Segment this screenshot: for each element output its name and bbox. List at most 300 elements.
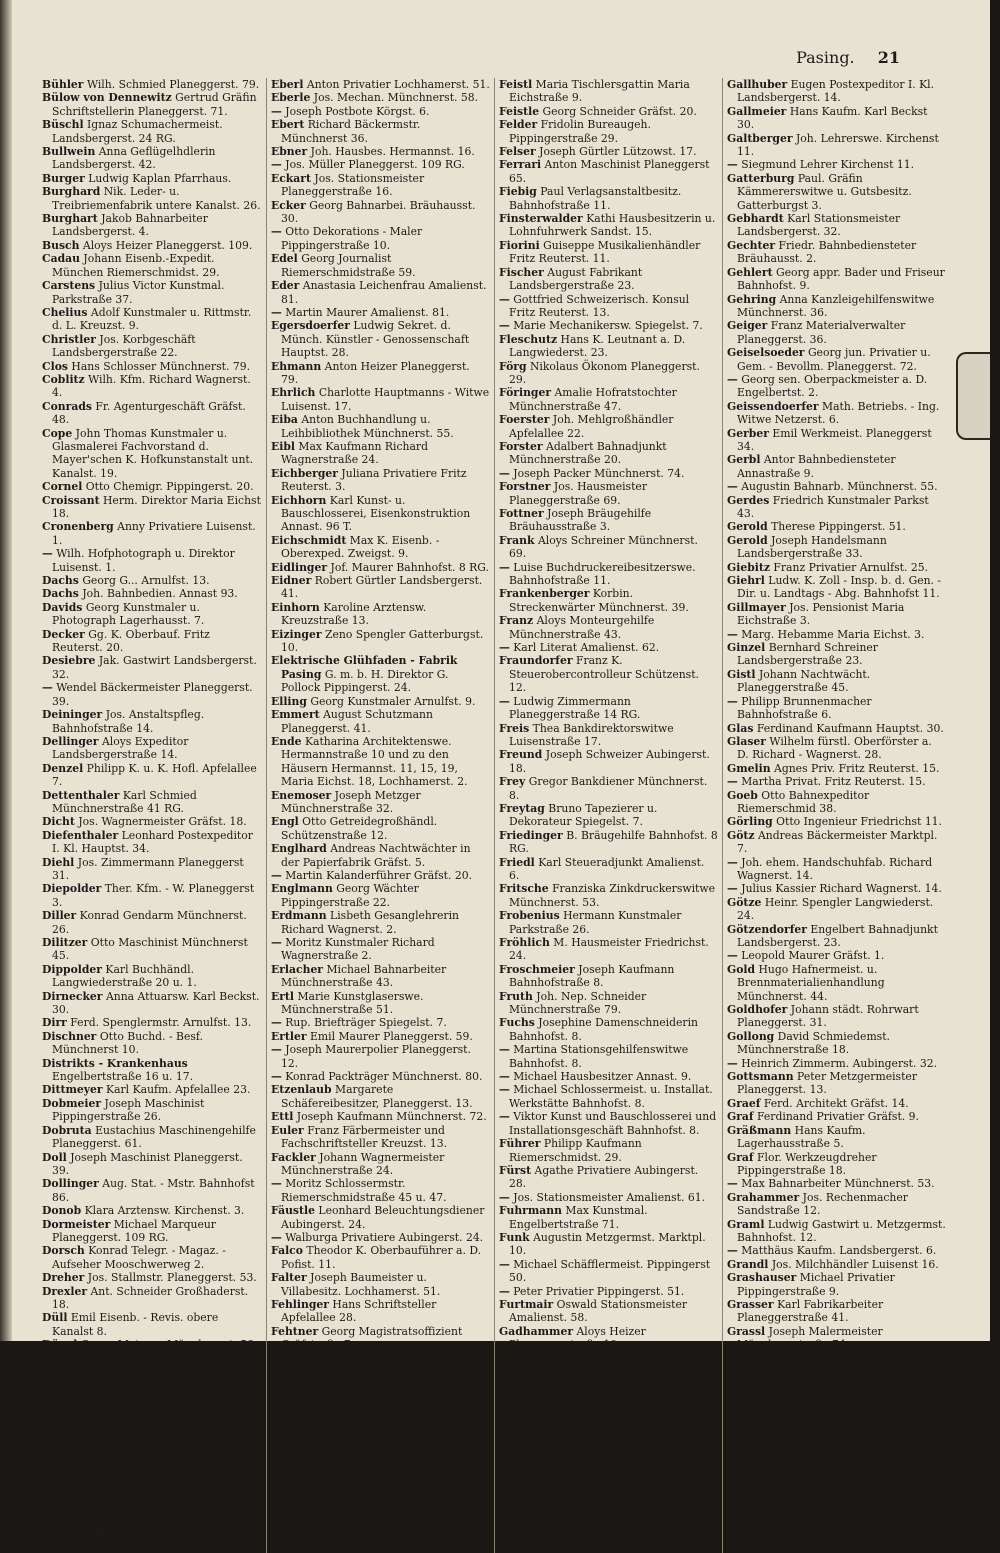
directory-entry	[727, 829, 946, 856]
entry-details: Hans Kaufm. Lagerhausstraße 5.	[737, 1123, 866, 1151]
entry-details: Georg Magistratsoffizient Gräfstraße 7.	[281, 1324, 463, 1352]
entry-details: Aloys Heizer Planeggerstraße 10.	[509, 1324, 646, 1352]
directory-entry	[499, 802, 718, 829]
directory-entry	[42, 762, 262, 789]
entry-details: Anna Kanzleigehilfenswitwe Münchnerst. 36.	[737, 292, 935, 319]
directory-entry	[42, 574, 262, 587]
entry-details: Robert Gürtler Landsbergerst. 41.	[281, 574, 483, 601]
entry-details: Georg Kunstmaler u. Photograph Lagerhausst. 7.	[52, 600, 205, 628]
entry-name: Gerdes	[727, 493, 770, 507]
entry-name: Dirnecker	[42, 989, 103, 1003]
entry-name: Ettl	[271, 1110, 294, 1124]
entry-name: —	[42, 681, 53, 695]
directory-entry	[499, 1043, 718, 1070]
entry-details: Aloys Schreiner Münchnerst. 69.	[509, 533, 698, 561]
entry-details: Michael Marqueur Planeggerst. 109 RG.	[52, 1217, 216, 1244]
directory-columns	[38, 78, 950, 1553]
entry-details: Georg Metzger Münchnerst. 58.	[80, 1338, 258, 1352]
entry-name: Grashauser	[727, 1271, 797, 1285]
entry-details: Bernhard Schreiner Landsbergerstraße 23.	[737, 641, 878, 668]
entry-name: —	[499, 560, 510, 574]
directory-entry	[42, 1016, 262, 1029]
entry-name: Frankenberger	[499, 587, 590, 601]
entry-name: Frank	[499, 533, 535, 547]
entry-name: Ertl	[271, 989, 295, 1003]
entry-details: Herm. Direktor Maria Eichst 18.	[52, 493, 261, 520]
entry-name: Falco	[271, 1244, 303, 1258]
directory-entry	[727, 628, 946, 641]
entry-name: Ende	[271, 734, 302, 748]
entry-name: Eder	[271, 279, 300, 293]
entry-details: Anton Buchhandlung u. Leihbibliothek Münchnerst. 55.	[281, 413, 454, 440]
entry-details: Franz Privatier Arnulfst. 25.	[773, 560, 928, 574]
entry-details: Jos. Müller Planeggerst. 109 RG.	[285, 158, 465, 172]
entry-details: Richard Bäckermstr. Münchnerst 36.	[281, 118, 421, 145]
entry-name: Dicht	[42, 815, 75, 829]
entry-details: Peter Metzgermeister Planeggerst. 13.	[737, 1070, 917, 1097]
directory-entry	[42, 829, 262, 856]
directory-entry	[271, 990, 490, 1017]
entry-name: Eberhartinger	[42, 1525, 128, 1539]
directory-entry	[499, 748, 718, 775]
entry-name: Gräßmann	[727, 1123, 792, 1137]
entry-details: Guiseppe Musikalienhändler Fritz Reuterst. 11.	[509, 238, 701, 266]
directory-entry	[271, 1110, 490, 1123]
entry-details: Fr. Agenturgeschäft Gräfst. 48.	[52, 399, 246, 427]
directory-entry	[271, 199, 490, 226]
directory-entry	[271, 1124, 490, 1151]
entry-name: Frobenius	[499, 909, 560, 923]
directory-entry	[727, 534, 946, 561]
entry-details: Karoline Arztensw. Kreuzstraße 13.	[281, 600, 427, 628]
entry-name: Dobmeier	[42, 1096, 102, 1110]
entry-details: Ferd. Spenglermstr. Arnulfst. 13.	[70, 1016, 252, 1030]
directory-entry	[42, 427, 262, 481]
entry-name: Chelius	[42, 305, 88, 319]
entry-name: Clos	[42, 359, 68, 373]
directory-entry	[42, 91, 262, 118]
directory-entry	[42, 118, 262, 145]
entry-details: Antor Bahnbediensteter Annastraße 9.	[737, 453, 896, 480]
directory-entry	[727, 1244, 946, 1257]
entry-name: Büschl	[42, 118, 84, 132]
entry-details: Therese Pippingerst. 51.	[771, 520, 906, 534]
entry-details: Rup. Briefträger Spiegelst. 7.	[285, 1016, 447, 1030]
directory-entry	[271, 91, 490, 104]
entry-details: Anna Geflügelhdlerin Landsbergerst. 42.	[52, 145, 216, 172]
entry-details: Juliana Privatiere Fritz Reuterst. 3.	[281, 466, 467, 494]
entry-name: Christler	[42, 332, 96, 346]
directory-entry	[271, 1083, 490, 1110]
entry-details: Julius Kassier Richard Wagnerst. 14.	[741, 882, 942, 896]
entry-details: Johann Eisenb.-Expedit. München Riemerschmidst. 29.	[52, 252, 220, 279]
entry-name: Düll	[42, 1311, 68, 1325]
entry-details: Joh. Bahnbedien. Annast 93.	[82, 587, 238, 601]
directory-entry	[499, 1352, 718, 1379]
entry-details: Walburga Privatiere Aubingerst. 24.	[285, 1230, 484, 1244]
entry-details: Paul Verlagsanstaltbesitz. Bahnhofstraße 11.	[509, 185, 682, 212]
entry-name: Fritsche	[499, 882, 549, 896]
directory-entry	[727, 722, 946, 735]
entry-details: Julius Victor Kunstmal. Parkstraße 37.	[52, 279, 225, 306]
entry-name: Gillmayer	[727, 600, 786, 614]
entry-details: Klara Arztensw. Kirchenst. 3.	[84, 1204, 245, 1218]
entry-details: Ant. Schneider Großhaderst. 18.	[52, 1284, 249, 1311]
entry-details: Wilh. Hofphotograph u. Direktor Luisenst. 1.	[52, 547, 235, 574]
directory-entry	[499, 654, 718, 694]
entry-details: Jos. Wagnermeister Gräfst. 18.	[78, 815, 247, 829]
entry-name: Desiebre	[42, 654, 96, 668]
entry-details: Charlotte Hauptmanns - Witwe Luisenst. 17.	[281, 386, 490, 413]
directory-entry	[271, 936, 490, 963]
entry-name: —	[271, 936, 282, 949]
directory-entry	[271, 1244, 490, 1271]
entry-details: Anton Heizer Planeggerst. 79.	[281, 359, 470, 386]
directory-entry	[727, 400, 946, 427]
entry-name: Frey	[499, 775, 526, 789]
entry-details: Michael Bahnarbeiter Münchnerstraße 43.	[281, 962, 447, 990]
directory-entry	[42, 480, 262, 493]
entry-details: Joseph Schweizer Aubingerst. 18.	[509, 748, 710, 775]
directory-entry	[727, 923, 946, 950]
entry-name: Fuhrmann	[499, 1204, 562, 1218]
entry-details: Georg appr. Bader und Friseur Bahnhofst. 9.	[737, 265, 945, 293]
directory-entry	[499, 78, 718, 105]
entry-details: Marie Kunstglaserswe. Münchnerstraße 51.	[281, 989, 424, 1017]
directory-entry	[727, 762, 946, 775]
directory-entry	[42, 815, 262, 828]
directory-entry	[271, 252, 490, 279]
directory-entry	[42, 360, 262, 373]
entry-details: Flor. Werkzeugdreher Pippingerstraße 18.	[737, 1150, 877, 1177]
directory-entry	[42, 789, 262, 816]
directory-entry	[499, 1231, 718, 1258]
entry-name: Gairing	[499, 1378, 545, 1392]
entry-details: Matthäus Kaufm. Landsbergerst. 6.	[741, 1244, 937, 1258]
directory-entry	[727, 963, 946, 1003]
directory-entry	[42, 1499, 262, 1526]
directory-entry	[499, 319, 718, 332]
directory-entry	[499, 1378, 718, 1405]
header-place: Pasing.	[796, 48, 855, 67]
directory-entry	[42, 400, 262, 427]
entry-details: Friedr. Beamter b. Münch. Rückverf. - Gesf. Friedrichst. 16.	[52, 1418, 238, 1446]
entry-details: Hans Schriftsteller Apfelallee 28.	[281, 1297, 437, 1325]
entry-details: Bruno Tapezierer u. Dekorateur Spiegelst. 7.	[509, 801, 658, 829]
directory-entry	[271, 561, 490, 574]
entry-details: Wendel Bäckermeister Planeggerst. 39.	[52, 681, 253, 708]
entry-details: Joseph Maurerpolier Planeggerst. 12.	[281, 1043, 471, 1070]
directory-entry	[271, 1271, 490, 1298]
directory-entry	[499, 413, 718, 440]
entry-name: —	[271, 104, 282, 118]
directory-entry	[727, 641, 946, 668]
entry-details: Georg Wächter Pippingerstraße 22.	[281, 882, 419, 909]
directory-entry	[727, 293, 946, 320]
entry-details: Peter Privatier Pippingerst. 51.	[513, 1284, 685, 1298]
entry-details: Joseph Metzger Münchnerstraße 32.	[281, 788, 421, 815]
entry-details: Max K. Eisenb. - Oberexped. Zweigst. 9.	[281, 533, 440, 561]
entry-details: Paul. Gräfin Kämmererswitwe u. Gutsbesitz. Gatterburgst 3.	[737, 171, 912, 212]
entry-name: Geissendoerfer	[727, 399, 819, 413]
entry-name: Graml	[727, 1217, 765, 1231]
entry-details: Philipp Kaufmann Riemerschmidst. 29.	[509, 1137, 642, 1164]
entry-name: Gerbl	[727, 453, 761, 467]
directory-entry	[271, 695, 490, 708]
directory-entry	[271, 909, 490, 936]
entry-name: Gerold	[727, 533, 768, 547]
directory-entry	[42, 587, 262, 600]
directory-entry	[499, 185, 718, 212]
entry-name: Engl	[271, 815, 299, 829]
directory-entry	[271, 413, 490, 440]
directory-entry	[271, 440, 490, 467]
entry-details: Joseph Handelsmann Landsbergerstraße 33.	[737, 533, 887, 561]
directory-entry	[727, 319, 946, 346]
entry-name: Ecker	[271, 198, 306, 212]
directory-entry	[727, 1070, 946, 1097]
entry-details: Aloys Monteurgehilfe Münchnerstraße 43.	[509, 614, 655, 641]
entry-details: Korbin. Streckenwärter Münchnerst. 39.	[509, 587, 689, 614]
entry-name: Durchdenwald	[42, 1378, 130, 1392]
entry-name: Fischer	[499, 265, 544, 279]
entry-name: Distrikts - Krankenhaus	[42, 1056, 188, 1070]
directory-entry	[499, 1325, 718, 1352]
directory-entry	[727, 172, 946, 212]
entry-details: Jos. Rechenmacher Sandstraße 12.	[737, 1190, 908, 1218]
directory-entry	[271, 1352, 490, 1392]
entry-details: Joh. Nep. Schneider Münchnerstraße 79.	[509, 989, 647, 1017]
directory-entry	[727, 239, 946, 266]
entry-details: Gg. K. Oberbauf. Fritz Reuterst. 20.	[52, 627, 210, 655]
entry-details: Eustachius Maschinengehilfe Planeggerst. 61.	[52, 1123, 256, 1151]
entry-details: Joseph Kaufmann Münchnerst. 72.	[296, 1110, 487, 1124]
entry-details: Jos. Stationsmeister Planeggerstraße 16.	[281, 171, 425, 199]
entry-name: Franz	[499, 614, 534, 628]
directory-entry	[271, 1204, 490, 1231]
directory-entry	[499, 1137, 718, 1164]
entry-name: Fehtner	[271, 1324, 319, 1338]
entry-name: Förg	[499, 359, 527, 373]
entry-name: Freis	[499, 721, 530, 735]
entry-name: Gehring	[727, 292, 777, 306]
entry-details: Max Kaufmann Richard Wagnerstraße 24.	[281, 439, 428, 467]
entry-details: Math. Betriebs. - Ing. Witwe Netzerst. 6.	[737, 399, 940, 427]
entry-details: Georg Kunstmaler Arnulfst. 9.	[310, 694, 476, 708]
entry-details: Jakob Bahnarbeiter Landsbergerst. 4.	[52, 212, 208, 239]
entry-details: Hedwig Oberförstersw. Friedrichst 16.	[52, 1445, 248, 1472]
directory-entry	[499, 1405, 718, 1432]
entry-name: —	[42, 547, 53, 561]
entry-details: Georg Schneider Gräfst. 20.	[542, 104, 697, 118]
entry-details: Johann Nachtwächt. Planeggerstraße 45.	[737, 667, 871, 695]
directory-entry	[42, 78, 262, 91]
entry-name: —	[727, 627, 738, 641]
directory-entry	[42, 1271, 262, 1284]
directory-entry	[42, 1352, 262, 1379]
directory-entry	[42, 1083, 262, 1096]
directory-entry	[727, 695, 946, 722]
entry-details: Amalie Hofratstochter Münchnerstraße 47.	[509, 386, 677, 413]
entry-details: Konrad Telegr. - Magaz. - Aufseher Mooschwerweg 2.	[52, 1244, 226, 1271]
entry-name: Gechter	[727, 238, 776, 252]
entry-details: Ludwig Sekret. d. Münch. Künstler - Genossenschaft Hauptst. 28.	[281, 319, 470, 360]
directory-entry	[42, 1311, 262, 1338]
entry-name: Geiger	[727, 319, 768, 333]
entry-name: Decker	[42, 627, 85, 641]
entry-details: Johann Wagnermeister Münchnerstraße 24.	[281, 1150, 445, 1177]
directory-entry	[499, 1191, 718, 1204]
directory-entry	[271, 628, 490, 655]
directory-entry	[271, 279, 490, 306]
entry-name: Fiorini	[499, 238, 540, 252]
directory-entry	[499, 1298, 718, 1325]
directory-entry	[499, 1083, 718, 1110]
entry-details: Emil Werkmeist. Planeggerst 34.	[737, 426, 932, 453]
entry-details: Otto Maschinist Münchnerst 45.	[52, 936, 248, 963]
entry-details: Margarete Schäfereibesitzer, Planeggerst. 13.	[281, 1083, 473, 1110]
directory-entry	[727, 949, 946, 962]
entry-name: Egersdoerfer	[271, 319, 350, 333]
directory-entry	[271, 1016, 490, 1029]
directory-entry	[271, 172, 490, 199]
entry-details: Jak. Gastwirt Landsbergerst. 32.	[52, 654, 257, 681]
entry-name: Eichberger	[271, 466, 338, 480]
entry-name: Etzenlaub	[271, 1083, 332, 1097]
entry-name: —	[727, 1244, 738, 1258]
entry-details: Maria Tischlersgattin Maria Eichstraße 9.	[509, 78, 690, 105]
directory-entry	[271, 963, 490, 990]
directory-entry	[42, 333, 262, 360]
entry-name: —	[271, 305, 282, 319]
entry-name: Glas	[727, 721, 754, 735]
directory-entry	[271, 842, 490, 869]
entry-details: Jos. Milchhändler Luisenst 16.	[771, 1257, 939, 1271]
entry-details: Anny Privatiere Luisenst. 1.	[52, 520, 256, 547]
directory-entry	[271, 78, 490, 91]
entry-details: Aloys Heizer Planeggerst. 109.	[82, 238, 253, 252]
directory-entry	[42, 145, 262, 172]
directory-entry	[727, 1151, 946, 1178]
entry-name: Gebhardt	[727, 212, 784, 226]
entry-name: Finsterwalder	[499, 212, 583, 226]
entry-details: Otto Dekorations - Maler Pippingerstraße 10.	[281, 225, 423, 252]
entry-details: Leonhard Postexpeditor I. Kl. Hauptst. 34.	[52, 828, 253, 856]
entry-name: Cadau	[42, 252, 80, 266]
entry-name: Conrads	[42, 399, 92, 413]
entry-name: Euler	[271, 1123, 304, 1137]
directory-entry	[271, 118, 490, 145]
entry-details: Karl Buchhändl. Langwiederstraße 20 u. 1.	[52, 962, 197, 990]
directory-entry	[499, 614, 718, 641]
entry-name: —	[727, 372, 738, 386]
directory-entry	[42, 1151, 262, 1178]
directory-entry	[727, 1003, 946, 1030]
entry-details: Friedr. Bahnbediensteter Bräuhausst. 2.	[737, 238, 917, 266]
entry-name: Cronenberg	[42, 520, 114, 534]
entry-details: Michael Schlossermeist. u. Installat. Werkstätte Bahnhofst. 8.	[509, 1083, 713, 1110]
entry-name: —	[499, 1110, 510, 1124]
entry-details: Max K. Postoffizial a. D. Landsbergerst. 42.	[52, 1499, 238, 1526]
entry-details: Georg G... Arnulfst. 13.	[82, 574, 210, 588]
entry-name: —	[727, 158, 738, 172]
directory-entry	[42, 373, 262, 400]
entry-details: Nik. Leder- u. Treibriemenfabrik untere Kanalst. 26.	[52, 185, 261, 212]
directory-entry	[499, 909, 718, 936]
entry-name: Fruth	[499, 989, 533, 1003]
directory-entry	[727, 266, 946, 293]
entry-name: Grandl	[727, 1257, 769, 1271]
entry-name: Burghard	[42, 185, 101, 199]
directory-entry	[727, 346, 946, 373]
entry-name: Fäustle	[271, 1204, 315, 1218]
entry-details: Jos. Stationsmeister Amalienst. 61.	[513, 1190, 706, 1204]
entry-details: Heinr. Spengler Langwiederst. 24.	[737, 895, 934, 923]
directory-entry	[499, 641, 718, 654]
entry-name: Dachs	[42, 574, 79, 588]
entry-name: Ferrari	[499, 158, 542, 172]
directory-entry	[499, 963, 718, 990]
entry-name: —	[271, 225, 282, 239]
directory-entry	[42, 601, 262, 628]
directory-entry	[727, 1177, 946, 1190]
entry-details: Joseph Maschinist Planeggerst. 39.	[52, 1150, 243, 1177]
directory-entry	[727, 882, 946, 895]
entry-name: Glaser	[727, 734, 766, 748]
entry-details: Jos. Pensionist Maria Eichstraße 3.	[737, 600, 905, 628]
entry-name: Götz	[727, 828, 755, 842]
entry-details: Philipp K. u. K. Hofl. Apfelallee 7.	[52, 761, 257, 789]
entry-name: Eberl	[271, 78, 304, 91]
entry-name: Gerold	[727, 520, 768, 534]
entry-details: August Schutzmann Planeggerst. 41.	[281, 708, 433, 735]
entry-details: Marg. Krämerin Graefst. 8.	[772, 1378, 922, 1392]
entry-details: Oswald Stationsmeister Amalienst. 58.	[509, 1297, 687, 1325]
entry-name: Bullwein	[42, 145, 96, 159]
directory-entry	[499, 990, 718, 1017]
book-spine-shadow	[0, 0, 12, 1341]
entry-name: Ebert	[271, 118, 305, 132]
directory-entry	[499, 145, 718, 158]
directory-entry	[727, 1030, 946, 1057]
entry-name: Foerster	[499, 413, 550, 427]
entry-name: —	[727, 1177, 738, 1191]
entry-name: Dollinger	[42, 1177, 99, 1191]
entry-name: —	[727, 775, 738, 789]
directory-entry	[42, 172, 262, 185]
entry-name: Fuchs	[499, 1016, 535, 1030]
entry-details: G. m. b. H. Direktor G. Pollock Pippingerst. 24.	[281, 667, 449, 695]
directory-entry	[499, 266, 718, 293]
directory-entry	[727, 668, 946, 695]
entry-details: Max Bahnarbeiter Münchnerst. 53.	[741, 1177, 935, 1191]
entry-name: Denzel	[42, 761, 84, 775]
entry-name: Forster	[499, 439, 543, 453]
directory-entry	[499, 829, 718, 856]
directory-entry	[271, 534, 490, 561]
entry-name: Dilitzer	[42, 936, 88, 949]
entry-details: Ther. Kfm. - W. Planeggerst 3.	[52, 882, 255, 909]
directory-entry	[271, 360, 490, 387]
directory-entry	[727, 601, 946, 628]
directory-entry	[271, 1070, 490, 1083]
directory-entry	[499, 561, 718, 588]
directory-entry	[42, 708, 262, 735]
directory-entry	[42, 185, 262, 212]
entry-details: Joh. Lehrerswe. Kirchenst 11.	[737, 131, 939, 159]
entry-name: —	[499, 1284, 510, 1298]
entry-name: —	[499, 319, 510, 333]
